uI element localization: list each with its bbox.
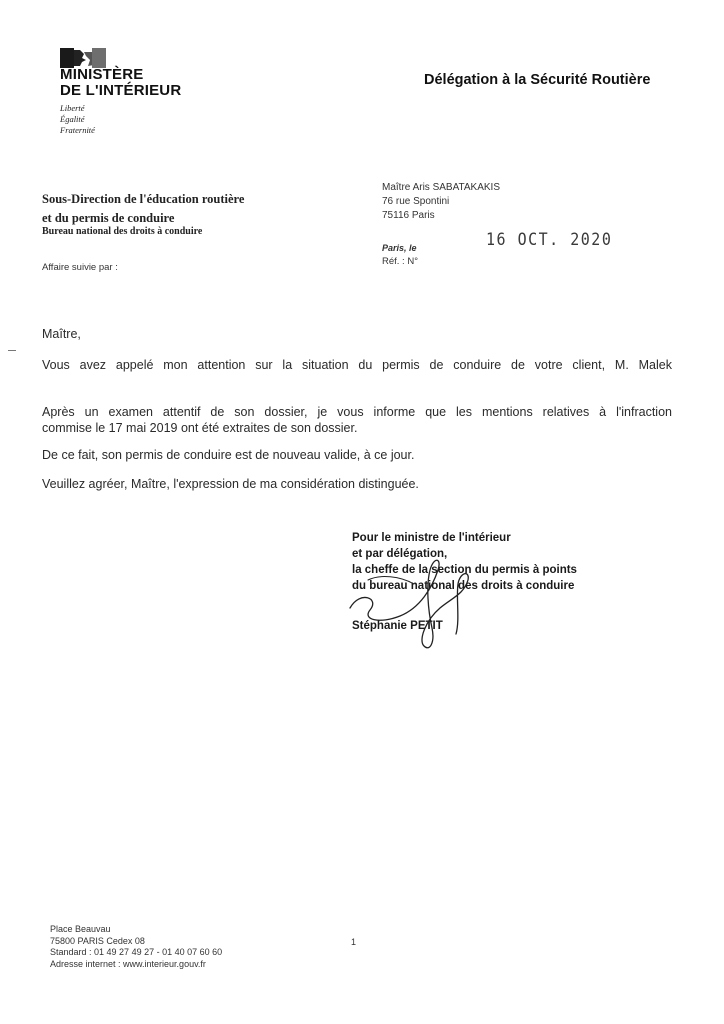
signer-name: Stéphanie PETIT	[352, 620, 443, 632]
footer-line2: 75800 PARIS Cedex 08	[50, 935, 145, 946]
salutation: Maître,	[42, 327, 81, 341]
recipient-address	[382, 181, 500, 223]
footer-line1: Place Beauvau	[50, 924, 111, 934]
sous-direction	[42, 190, 244, 228]
delegation-title: Délégation à la Sécurité Routière	[424, 72, 651, 88]
recipient-city: 75116 Paris	[382, 210, 435, 221]
place-date-label: Paris, le	[382, 243, 417, 253]
paragraph-2-line1: Après un examen attentif de son dossier, je vous informe que les mentions relatives à l'infraction	[42, 405, 672, 419]
sous-direction-line1: Sous-Direction de l'éducation routière	[42, 192, 245, 206]
date-stamp: 16 OCT. 2020	[486, 229, 613, 250]
bureau-name: Bureau national des droits à conduire	[42, 226, 203, 237]
paragraph-4: Veuillez agréer, Maître, l'expression de ma considération distinguée.	[42, 477, 419, 491]
footer-line4: Adresse internet : www.interieur.gouv.fr	[50, 958, 206, 969]
paragraph-2	[42, 404, 672, 436]
ministry-name	[60, 67, 181, 99]
footer-address	[50, 924, 222, 970]
republic-motto	[60, 103, 95, 136]
paragraph-3: De ce fait, son permis de conduire est de nouveau valide, à ce jour.	[42, 448, 415, 462]
affaire-suivie: Affaire suivie par :	[42, 262, 118, 273]
signature-line3: la cheffe de la section du permis à points	[352, 564, 577, 576]
marianne-logo-icon	[60, 48, 106, 68]
ministry-name-line2: DE L'INTÉRIEUR	[60, 82, 182, 99]
motto-fraternite: Fraternité	[60, 125, 95, 135]
signature-line2: et par délégation,	[352, 548, 448, 560]
signature-line1: Pour le ministre de l'intérieur	[352, 532, 511, 544]
paragraph-1: Vous avez appelé mon attention sur la situation du permis de conduire de votre client, M. Malek	[42, 358, 672, 372]
sous-direction-line2: et du permis de conduire	[42, 211, 175, 225]
signature-line4: du bureau national des droits à conduire	[352, 580, 575, 592]
recipient-street: 76 rue Spontini	[382, 196, 450, 207]
motto-egalite: Égalité	[60, 114, 85, 124]
recipient-name: Maître Aris SABATAKAKIS	[382, 182, 500, 193]
page-number: 1	[351, 937, 357, 947]
fold-mark	[8, 350, 16, 351]
handwritten-signature	[340, 550, 500, 660]
ministry-name-line1: MINISTÈRE	[60, 66, 144, 83]
motto-liberte: Liberté	[60, 103, 85, 113]
paragraph-2-line2: commise le 17 mai 2019 ont été extraites de son dossier.	[42, 421, 358, 435]
footer-line3: Standard : 01 49 27 49 27 - 01 40 07 60 60	[50, 947, 223, 957]
reference-label: Réf. : N°	[382, 256, 419, 267]
